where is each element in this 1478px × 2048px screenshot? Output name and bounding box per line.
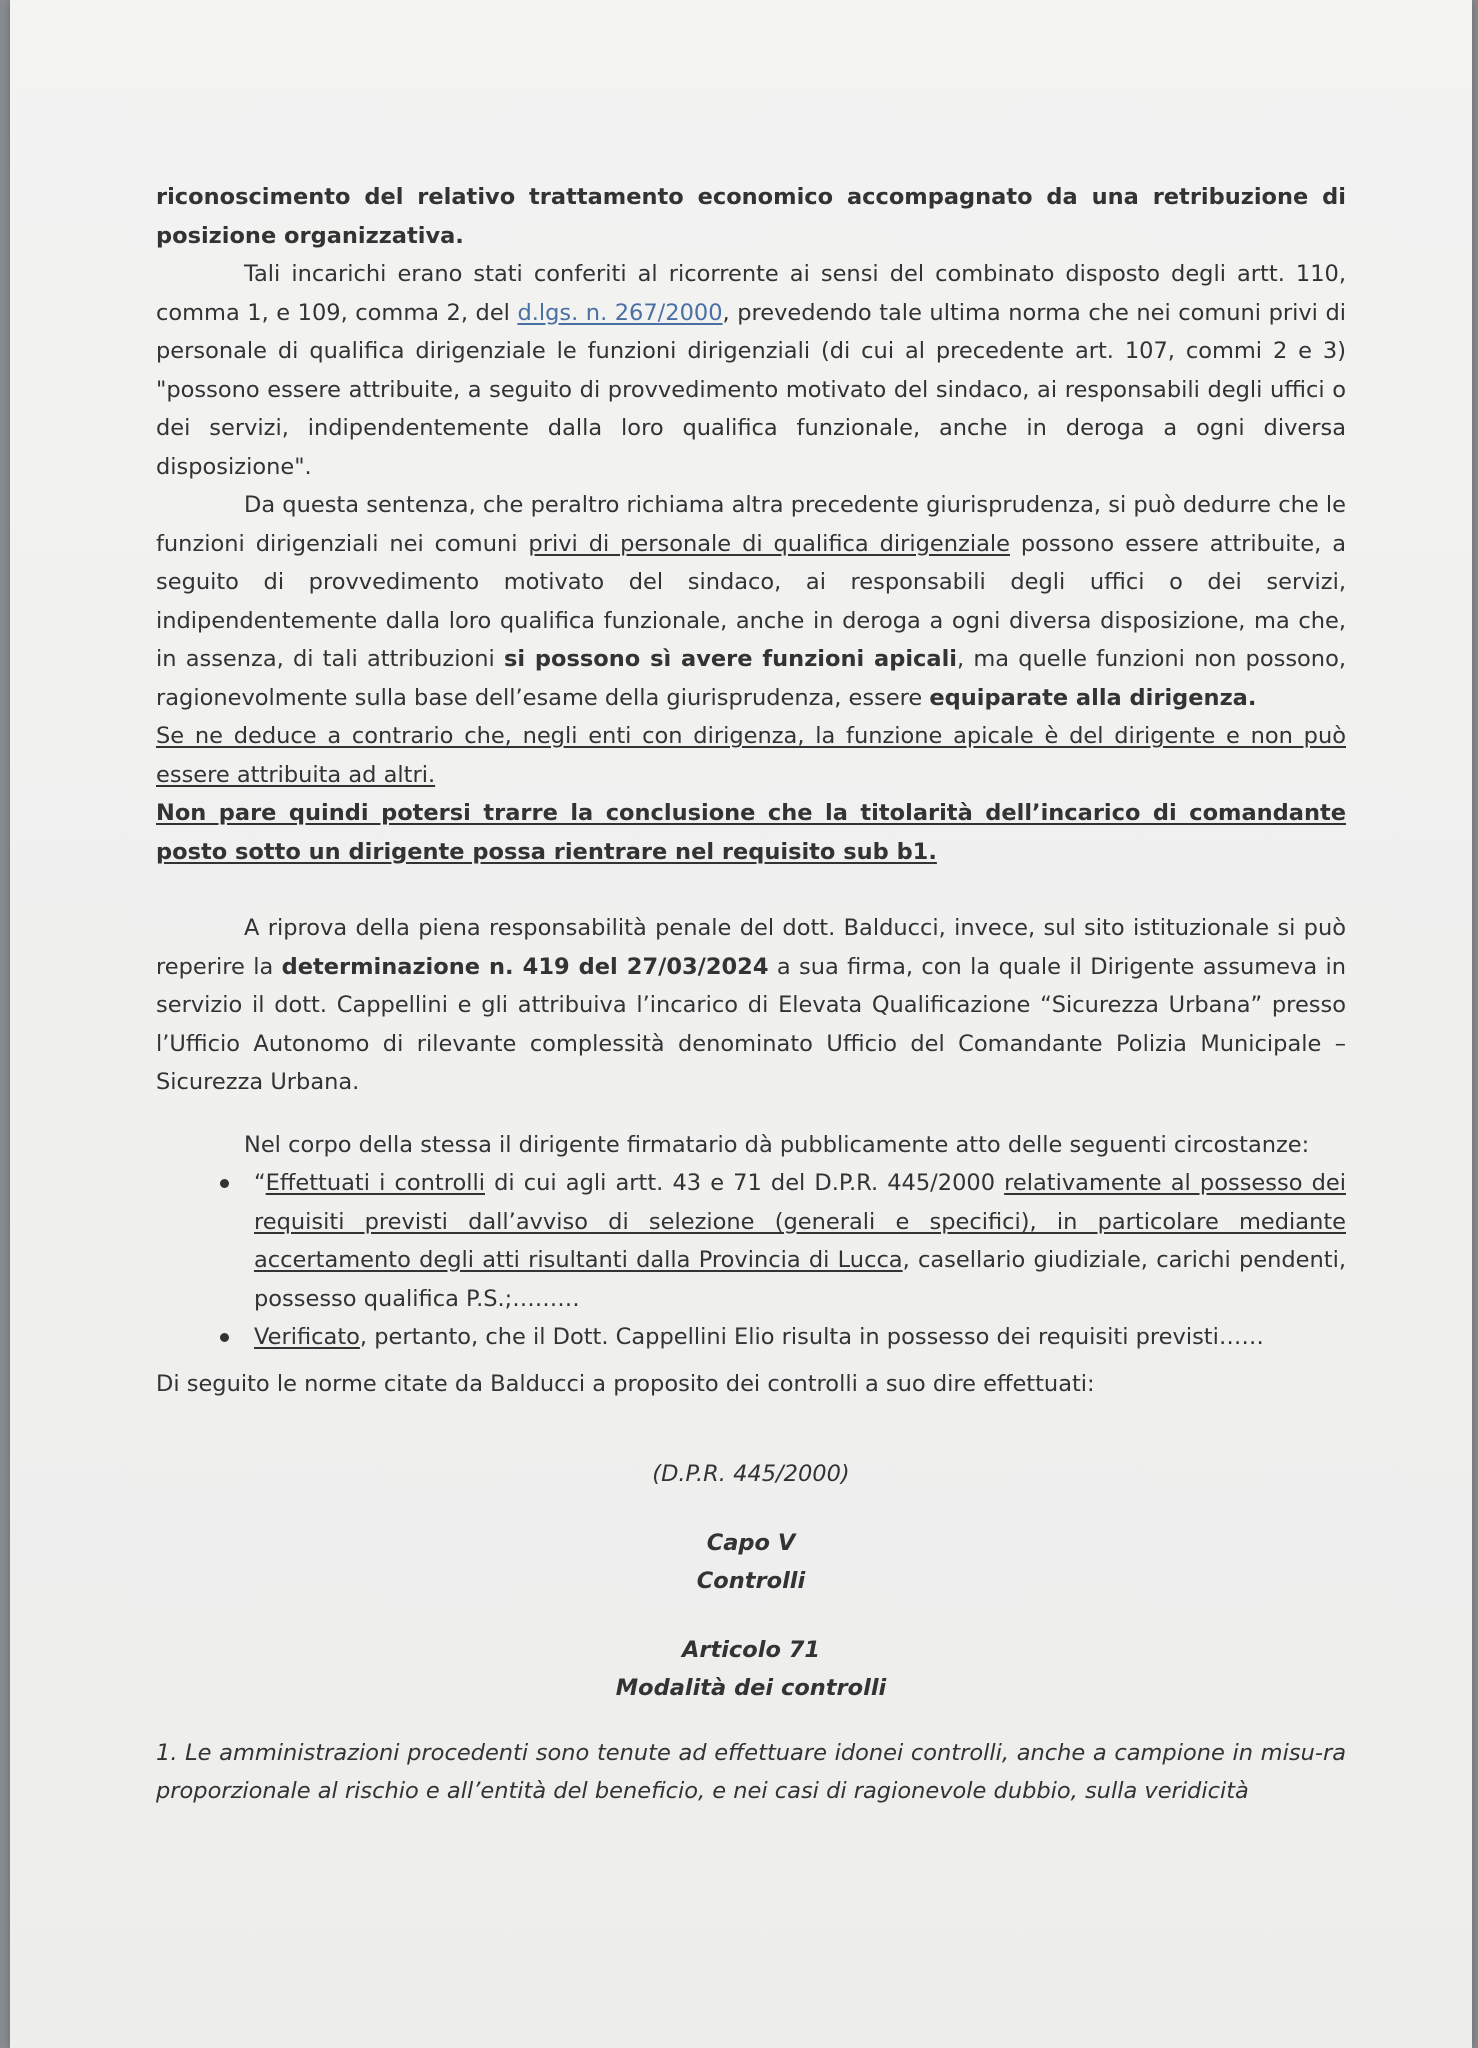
paragraph-intro	[156, 178, 1346, 255]
paragraph-sentenza	[156, 486, 1346, 717]
law-reference: (D.P.R. 445/2000)	[652, 1461, 850, 1487]
paragraph-text: Se ne deduce a contrario che, negli enti con dirigenza, la funzione apicale è del dirigente e non può essere attribuita ad altri.	[156, 723, 1346, 788]
list-item-text: “	[254, 1170, 266, 1196]
spacer	[156, 1494, 1346, 1524]
paragraph-riprova	[156, 909, 1346, 1102]
paragraph-deduzione	[156, 717, 1346, 794]
spacer	[156, 1708, 1346, 1734]
bold-phrase: si possono sì avere funzioni apicali	[503, 646, 957, 672]
document-body	[156, 178, 1346, 1811]
list-item	[156, 1318, 1346, 1357]
determinazione-reference: determinazione n. 419 del 27/03/2024	[281, 953, 769, 980]
spacer	[156, 1102, 1346, 1126]
law-reference-link[interactable]: d.lgs. n. 267/2000	[517, 299, 723, 326]
paragraph-text: Di seguito le norme citate da Balducci a proposito dei controlli a suo dire effettuati:	[156, 1370, 1095, 1397]
paragraph-text: Da questa sentenza, che peraltro richiama altra precedente giurisprudenza, si può dedurre che le funzioni dirigenziali nei comuni	[156, 492, 1346, 557]
article-title: Modalità dei controlli	[615, 1675, 887, 1701]
list-item-text: , pertanto, che il Dott. Cappellini Elio risulta in possesso dei requisiti previsti……	[359, 1324, 1264, 1350]
bold-phrase: equiparate alla dirigenza.	[929, 684, 1257, 711]
paragraph-incarichi	[156, 255, 1346, 486]
list-item	[156, 1164, 1346, 1318]
paragraph-corpo	[156, 1126, 1346, 1165]
paragraph-text: A riprova della piena responsabilità penale del dott. Balducci, invece, sul sito istituzionale si può reperire la	[156, 915, 1346, 980]
article-comma-1: 1. Le amministrazioni procedenti sono tenute ad effettuare idonei controlli, anche a campione in misu-ra proporzionale al rischio e all’entità del beneficio, e nei casi di ragionevole dubbio, sulla veridicità	[156, 1739, 1346, 1804]
underlined-phrase: privi di personale di qualifica dirigenziale	[528, 530, 1010, 557]
paragraph-norme	[156, 1365, 1346, 1404]
bullet-icon	[220, 1333, 229, 1342]
list-item-text: di cui agli artt. 43 e 71 del D.P.R. 445/2000	[485, 1170, 1005, 1196]
paragraph-text: possono essere attribuite, a seguito di provvedimento motivato del sindaco, ai responsabili degli uffici o dei servizi, indipendentemente dalla loro qualifica funzionale, anche in deroga a ogni diversa disposizione, ma che, in assenza, di tali attribuzioni	[156, 530, 1346, 672]
capo-heading: Capo V	[706, 1529, 796, 1556]
underlined-phrase: relativamente al possesso dei requisiti previsti dall’avviso di selezione (generali e specifici), in particolare mediante accertamento degli atti risultanti dalla Provincia di Lucca	[254, 1170, 1346, 1273]
paragraph-text: , prevedendo tale ultima norma che nei comuni privi di personale di qualifica dirigenziale le funzioni dirigenziali (di cui al precedente art. 107, commi 2 e 3) "possono essere attribuite, a seguito di provvedimento motivato del sindaco, ai responsabili degli uffici o dei servizi, indipendentemente dalla loro qualifica funzionale, anche in deroga a ogni diversa disposizione".	[156, 299, 1346, 480]
bullet-icon	[220, 1179, 229, 1188]
underlined-phrase: Effettuati i controlli	[265, 1170, 485, 1196]
article-heading: Articolo 71	[681, 1636, 821, 1663]
paragraph-text: Non pare quindi potersi trarre la conclusione che la titolarità dell’incarico di comandante posto sotto un dirigente possa rientrare nel requisito sub b1.	[156, 800, 1346, 865]
paragraph-text: a sua firma, con la quale il Dirigente assumeva in servizio il dott. Cappellini e gli attribuiva l’incarico di Elevata Qualificazione “Sicurezza Urbana” presso l’Ufficio Autonomo di rilevante complessità denominato Ufficio del Comandante Polizia Municipale – Sicurezza Urbana.	[156, 953, 1346, 1095]
paragraph-text: , ma quelle funzioni non possono, ragionevolmente sulla base dell’esame della giurisprudenza, essere	[156, 646, 1346, 711]
capo-title: Controlli	[696, 1568, 806, 1594]
list-item-text: , casellario giudiziale, carichi pendenti, possesso qualifica P.S.;………	[254, 1247, 1346, 1312]
spacer	[156, 1601, 1346, 1631]
document-page	[10, 0, 1472, 2048]
underlined-phrase: Verificato	[254, 1324, 360, 1350]
intro-bold-text: riconoscimento del relativo trattamento economico accompagnato da una retribuzione di posizione organizzativa.	[156, 184, 1346, 249]
paragraph-conclusione	[156, 794, 1346, 871]
paragraph-text: Tali incarichi erano stati conferiti al ricorrente ai sensi del combinato disposto degli artt. 110, comma 1, e 109, comma 2, del	[156, 261, 1346, 326]
paragraph-text: Nel corpo della stessa il dirigente firmatario dà pubblicamente atto delle seguenti circostanze:	[244, 1131, 1310, 1158]
spacer	[156, 1403, 1346, 1455]
circumstances-list	[156, 1164, 1346, 1357]
spacer	[156, 871, 1346, 909]
